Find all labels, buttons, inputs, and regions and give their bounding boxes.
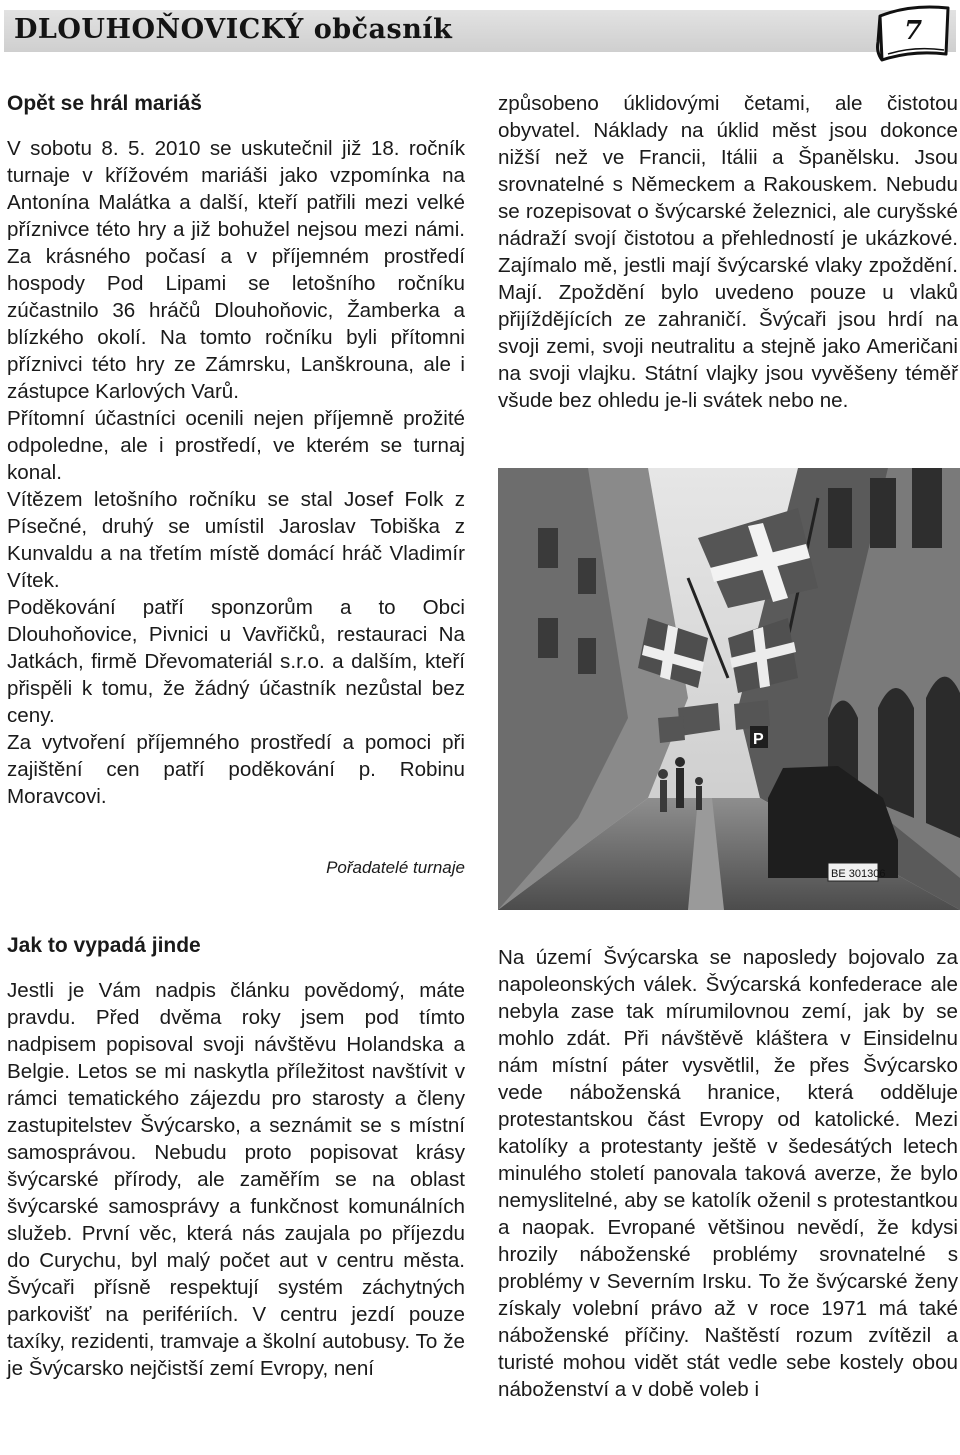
paragraph: Přítomní účastníci ocenili nejen příjemně prožité odpoledne, ale i prostředí, ve kterém se turnaj konal. xyxy=(7,407,465,484)
license-plate-text: BE 301306 xyxy=(831,868,886,880)
paragraph: V sobotu 8. 5. 2010 se uskutečnil již 18. ročník turnaje v křížovém mariáši jako vzpomínka na Antonína Malátka a další, kteří patřili mezi velké příznivce této hry a již bohužel nejsou mezi námi. Za krásného počasí a v příjemném prostředí hospody Pod Lipami se letošního ročníku zúčastnilo 36 hráčů Dlouhoňovic, Žamberka a blízkého okolí. Na tomto ročníku byli přítomni příznivci této hry ze Zámrsku, Lanškrouna, ale i zástupce Karlových Varů. xyxy=(7,137,465,403)
paragraph: Vítězem letošního ročníku se stal Josef Folk z Písečné, druhý se umístil Jaroslav Tobiška z Kunvaldu a na třetím místě domácí hráč Vladimír Vítek. xyxy=(7,488,465,592)
article-continued-bottom xyxy=(498,944,958,1403)
page-badge xyxy=(870,2,954,64)
article-title-jinde: Jak to vypadá jinde xyxy=(7,934,201,957)
article-signature: Pořadatelé turnaje xyxy=(326,858,465,877)
article-mariás xyxy=(7,90,465,810)
article-continued-top xyxy=(498,90,958,414)
paragraph: Na území Švýcarska se naposledy bojovalo za napoleonských válek. Švýcarská konfederace ale nebyla zase tak mírumilovnou zemí, jak by se mohlo zdát. Při návštěvě kláštera v Einsidelnu nám místní páter vysvětlil, že přes Švýcarsko vede náboženská hranice, která odděluje protestantskou část Evropy od katolické. Mezi katolíky a protestanty ještě v šedesátých letech minulého století panovala taková averze, že bylo nemyslitelné, aby se katolík oženil s protestantkou a naopak. Evropané většinou nevědí, že kdysi hrozily náboženské problémy srovnatelné s problémy v Severním Irsku. To že švýcarské ženy získaly volební právo až v roce 1971 má také náboženské příčiny. Naštěstí rozum zvítězil a turisté mohou vidět stát vedle sebe kostely obou náboženství a v době voleb i xyxy=(498,946,958,1401)
page-number: 7 xyxy=(904,16,923,46)
street-photo-image xyxy=(498,468,960,910)
article-jinde xyxy=(7,932,465,1382)
masthead-title: DLOUHOŇOVICKÝ občasník xyxy=(14,14,453,45)
paragraph: způsobeno úklidovými četami, ale čistotou obyvatel. Náklady na úklid měst jsou dokonce nižší než ve Francii, Itálii a Španělsku. Jsou srovnatelné s Německem a Rakouskem. Nebudu se rozepisovat o švýcarské železnici, ale curyšské nádraží svojí čistotou a přehledností je ukázkové. Zajímalo mě, jestli mají švýcarské vlaky zpoždění. Mají. Zpoždění bylo uvedeno pouze u vlaků přijíždějících ze zahraničí. Švýcaři jsou hrdí na svoji zemi, svoji neutralitu a stejně jako Američani na svoji vlajku. Státní vlajky jsou vyvěšeny téměř všude bez ohledu je-li svátek nebo ne. xyxy=(498,92,958,412)
street-photo xyxy=(498,468,960,910)
article-title-mariás: Opět se hrál mariáš xyxy=(7,92,202,115)
paragraph: Jestli je Vám nadpis článku povědomý, máte pravdu. Před dvěma roky jsem pod tímto nadpisem popisoval svoji návštěvu Holandska a Belgie. Letos se mi naskytla příležitost navštívit v rámci tematického zájezdu pro starosty a členy zastupitelstev Švýcarsko, a seznámit se s místní samosprávou. Nebudu proto popisovat krásy švýcarské přírody, ale zaměřím se na oblast švýcarské samosprávy a funkčnost komunálních služeb. První věc, která nás zaujala po příjezdu do Curychu, byl malý počet aut v centru města. Švýcaři přísně respektují systém záchytných parkovišť na perifériích. V centru jezdí pouze taxíky, rezidenti, tramvaje a školní autobusy. To že je Švýcarsko nejčistší zemí Evropy, není xyxy=(7,979,465,1380)
parking-sign-letter: P xyxy=(753,731,764,748)
paragraph: Za vytvoření příjemného prostředí a pomoci při zajištění cen patří poděkování p. Robinu Moravcovi. xyxy=(7,731,465,808)
paragraph: Poděkování patří sponzorům a to Obci Dlouhoňovice, Pivnici u Vavřičků, restauraci Na Jatkách, firmě Dřevomateriál s.r.o. a dalším, kteří přispěli k tomu, že žádný účastník nezůstal bez ceny. xyxy=(7,596,465,727)
